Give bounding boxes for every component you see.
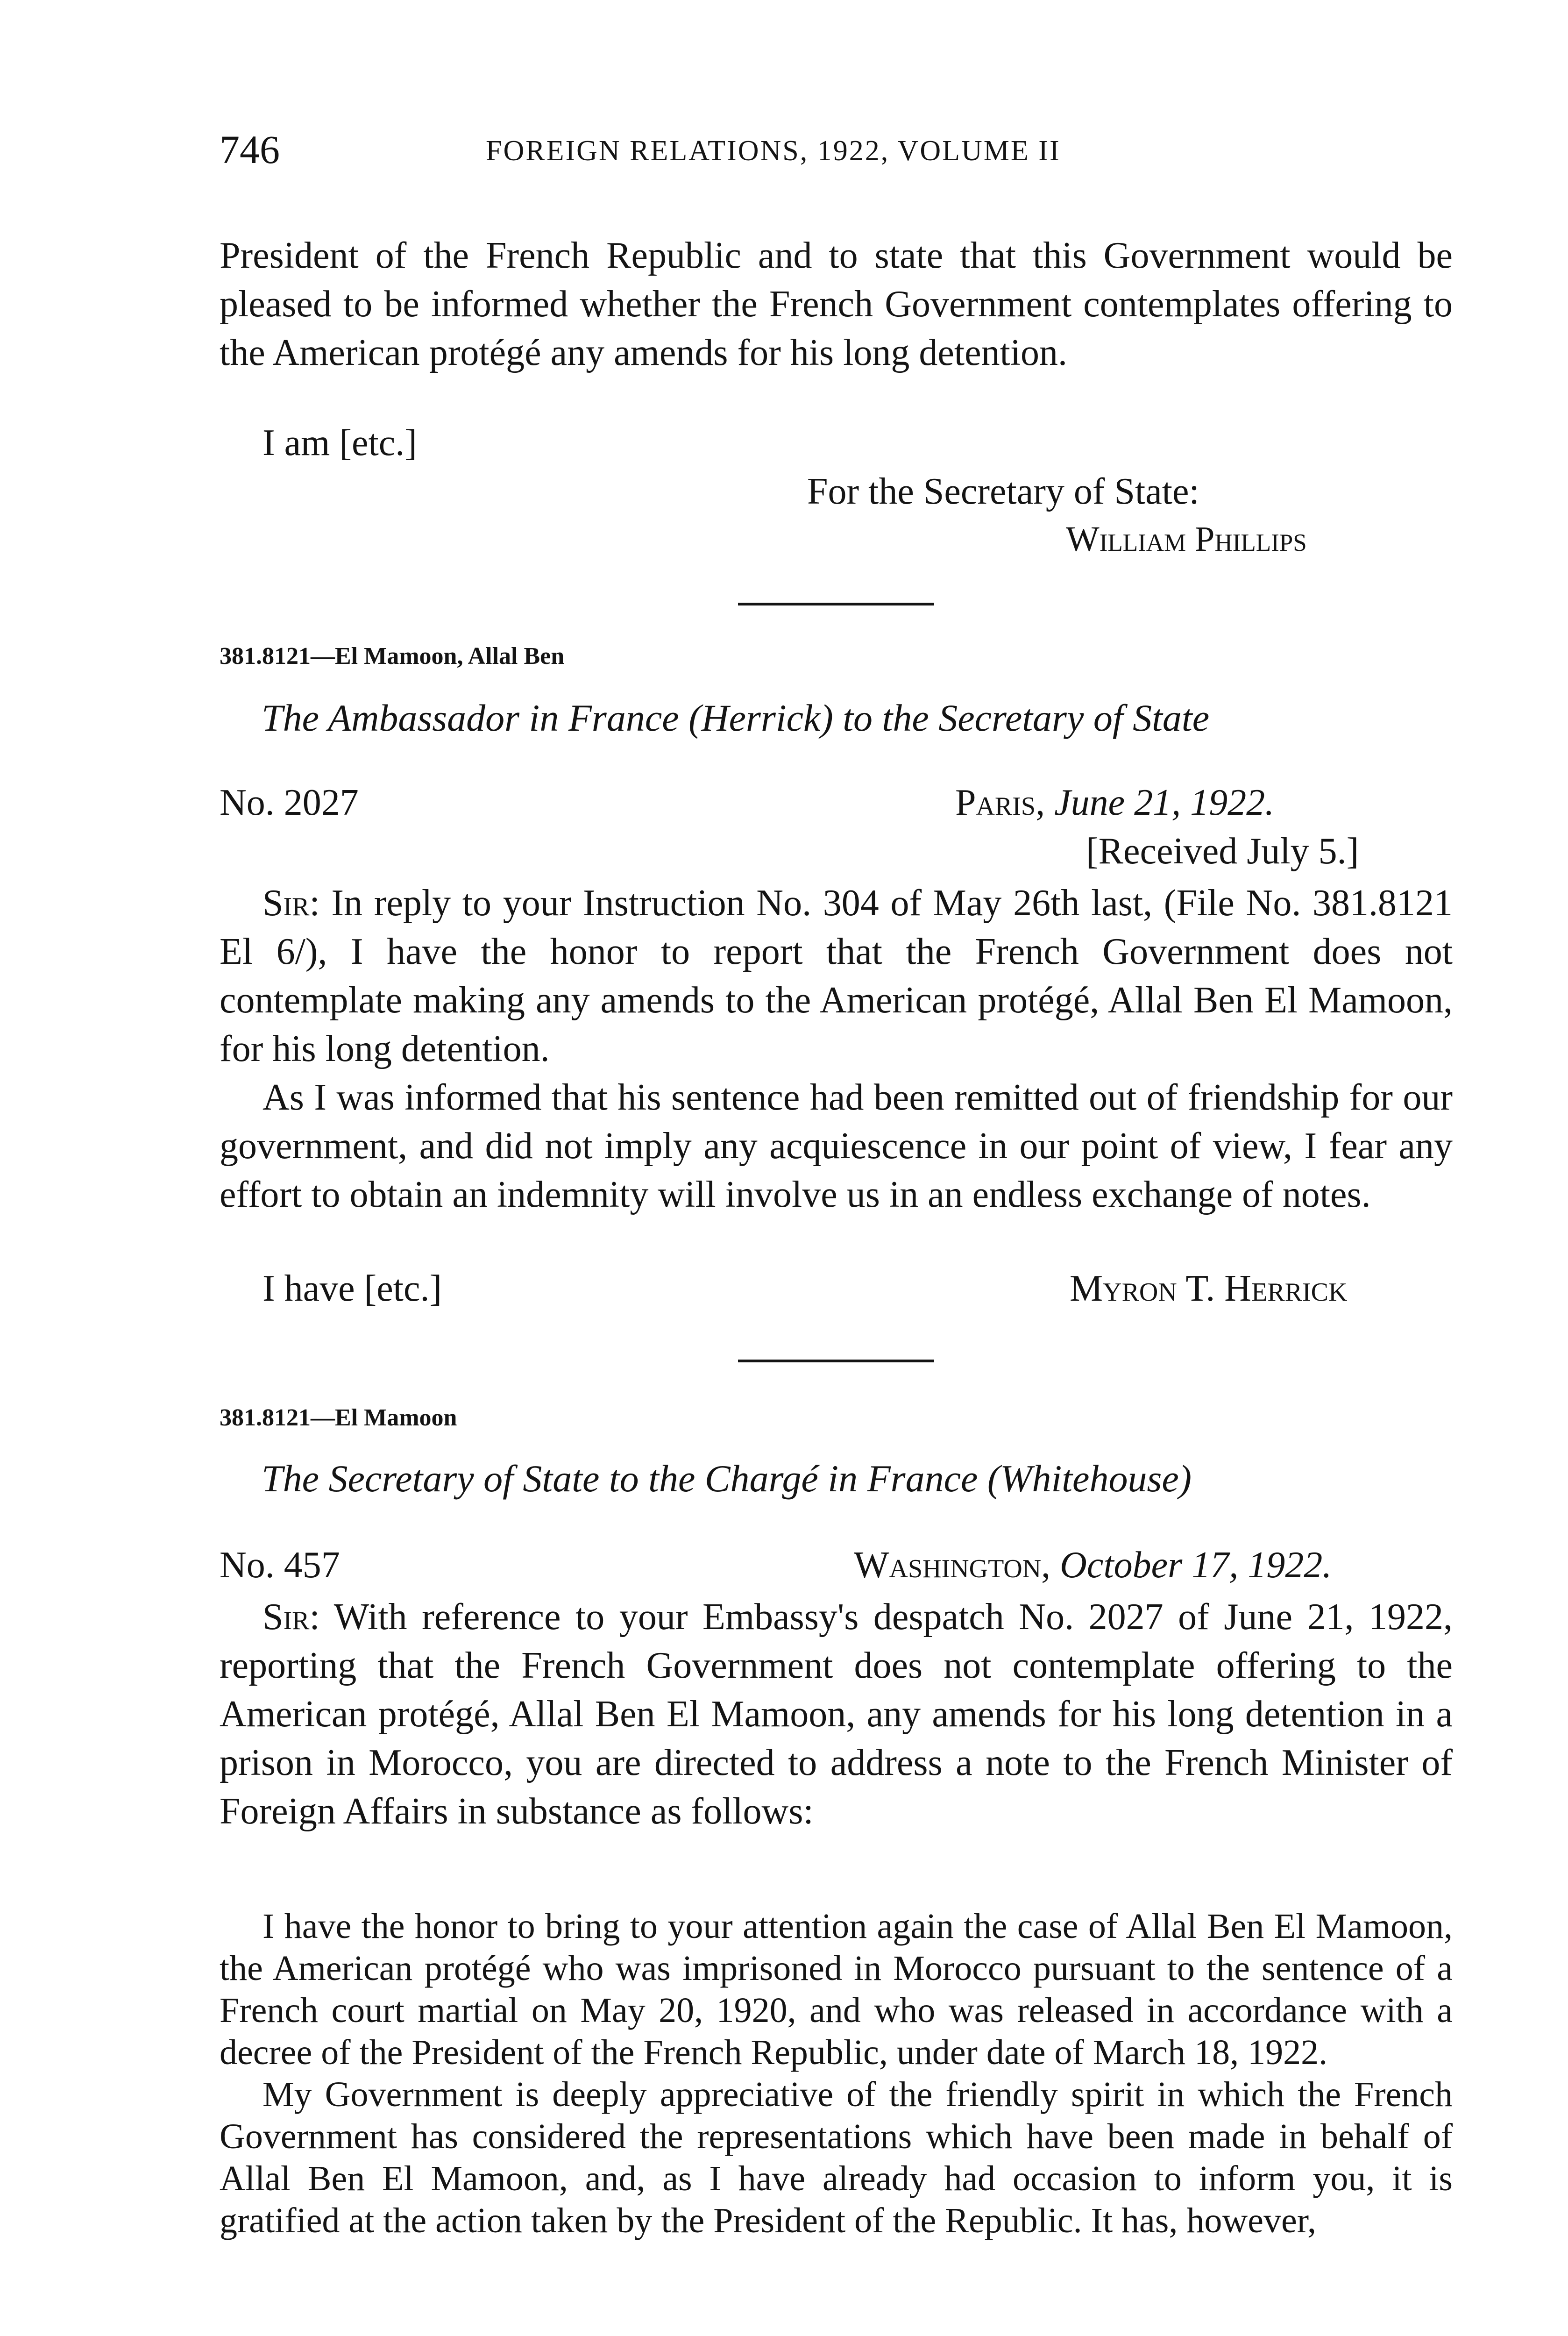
page-number: 746 (220, 127, 280, 172)
doc3-date: October 17, 1922. (1060, 1545, 1332, 1586)
page-header (220, 126, 1453, 182)
doc1-continuation: President of the French Republic and to state that this Government would be pleased to be informed whether the French Government contemplates offering to the American protégé any amends for his long detention. (220, 235, 1453, 373)
doc1-body (220, 231, 1453, 377)
doc2-para2: As I was informed that his sentence had been remitted out of friendship for our government, and did not imply any acquiescence in our point of view, I fear any effort to obtain an indemnity will involve us in an endless exchange of notes. (220, 1077, 1453, 1215)
doc3-salutation: Sir: (263, 1596, 320, 1638)
doc3-file-number: 381.8121—El Mamoon (220, 1404, 457, 1431)
doc3-quote1: I have the honor to bring to your attention again the case of Allal Ben El Mamoon, the American protégé who was imprisoned in Morocco pursuant to the sentence of a French court martial on May 20, 1920, and who was released in accordance with a decree of the President of the French Republic, under date of March 18, 1922. (220, 1907, 1453, 2072)
doc3-para1 (220, 1593, 1453, 1836)
doc3-body (220, 1593, 1453, 1836)
doc2-heading: The Ambassador in France (Herrick) to the Secretary of State (262, 697, 1210, 739)
running-title: FOREIGN RELATIONS, 1922, VOLUME II (486, 135, 1061, 167)
doc3-heading: The Secretary of State to the Chargé in France (Whitehouse) (262, 1457, 1192, 1500)
doc3-dateline (854, 1544, 1332, 1587)
doc2-place: Paris, (955, 782, 1045, 823)
section-divider (738, 1360, 934, 1362)
doc1-signer: William Phillips (1066, 520, 1307, 559)
doc3-number: No. 457 (220, 1545, 340, 1586)
doc2-body (220, 879, 1453, 1219)
section-divider (738, 603, 934, 605)
doc2-salutation: Sir: (263, 883, 320, 924)
doc2-number: No. 2027 (220, 782, 359, 823)
doc2-date: June 21, 1922. (1054, 782, 1275, 823)
doc2-received: [Received July 5.] (1086, 831, 1359, 872)
doc3-para1-text: With reference to your Embassy's despatch No. 2027 of June 21, 1922, reporting that the French Government does not contemplate offering to the American protégé, Allal Ben El Mamoon, any amends for his long detention in a prison in Morocco, you are directed to address a note to the French Minister of Foreign Affairs in substance as follows: (220, 1596, 1453, 1832)
doc2-signer: Myron T. Herrick (1070, 1268, 1348, 1309)
doc3-place: Washington, (854, 1545, 1051, 1586)
doc2-para1 (220, 879, 1453, 1073)
doc2-closing: I have [etc.] (263, 1268, 442, 1309)
doc2-dateline (955, 782, 1274, 824)
doc1-signature-line: For the Secretary of State: (807, 471, 1199, 512)
doc1-closing: I am [etc.] (263, 422, 417, 463)
doc3-quote2: My Government is deeply appreciative of the friendly spirit in which the French Government has considered the representations which have been made in behalf of Allal Ben El Mamoon, and, as I have already had occasion to inform you, it is gratified at the action taken by the President of the Republic. It has, however, (220, 2075, 1453, 2240)
doc2-para1-text: In reply to your Instruction No. 304 of May 26th last, (File No. 381.8121 El 6/), I have the honor to report that the French Government does not contemplate making any amends to the American protégé, Allal Ben El Mamoon, for his long detention. (220, 883, 1453, 1069)
doc3-quoted-note (220, 1905, 1453, 2242)
doc2-file-number: 381.8121—El Mamoon, Allal Ben (220, 643, 565, 669)
